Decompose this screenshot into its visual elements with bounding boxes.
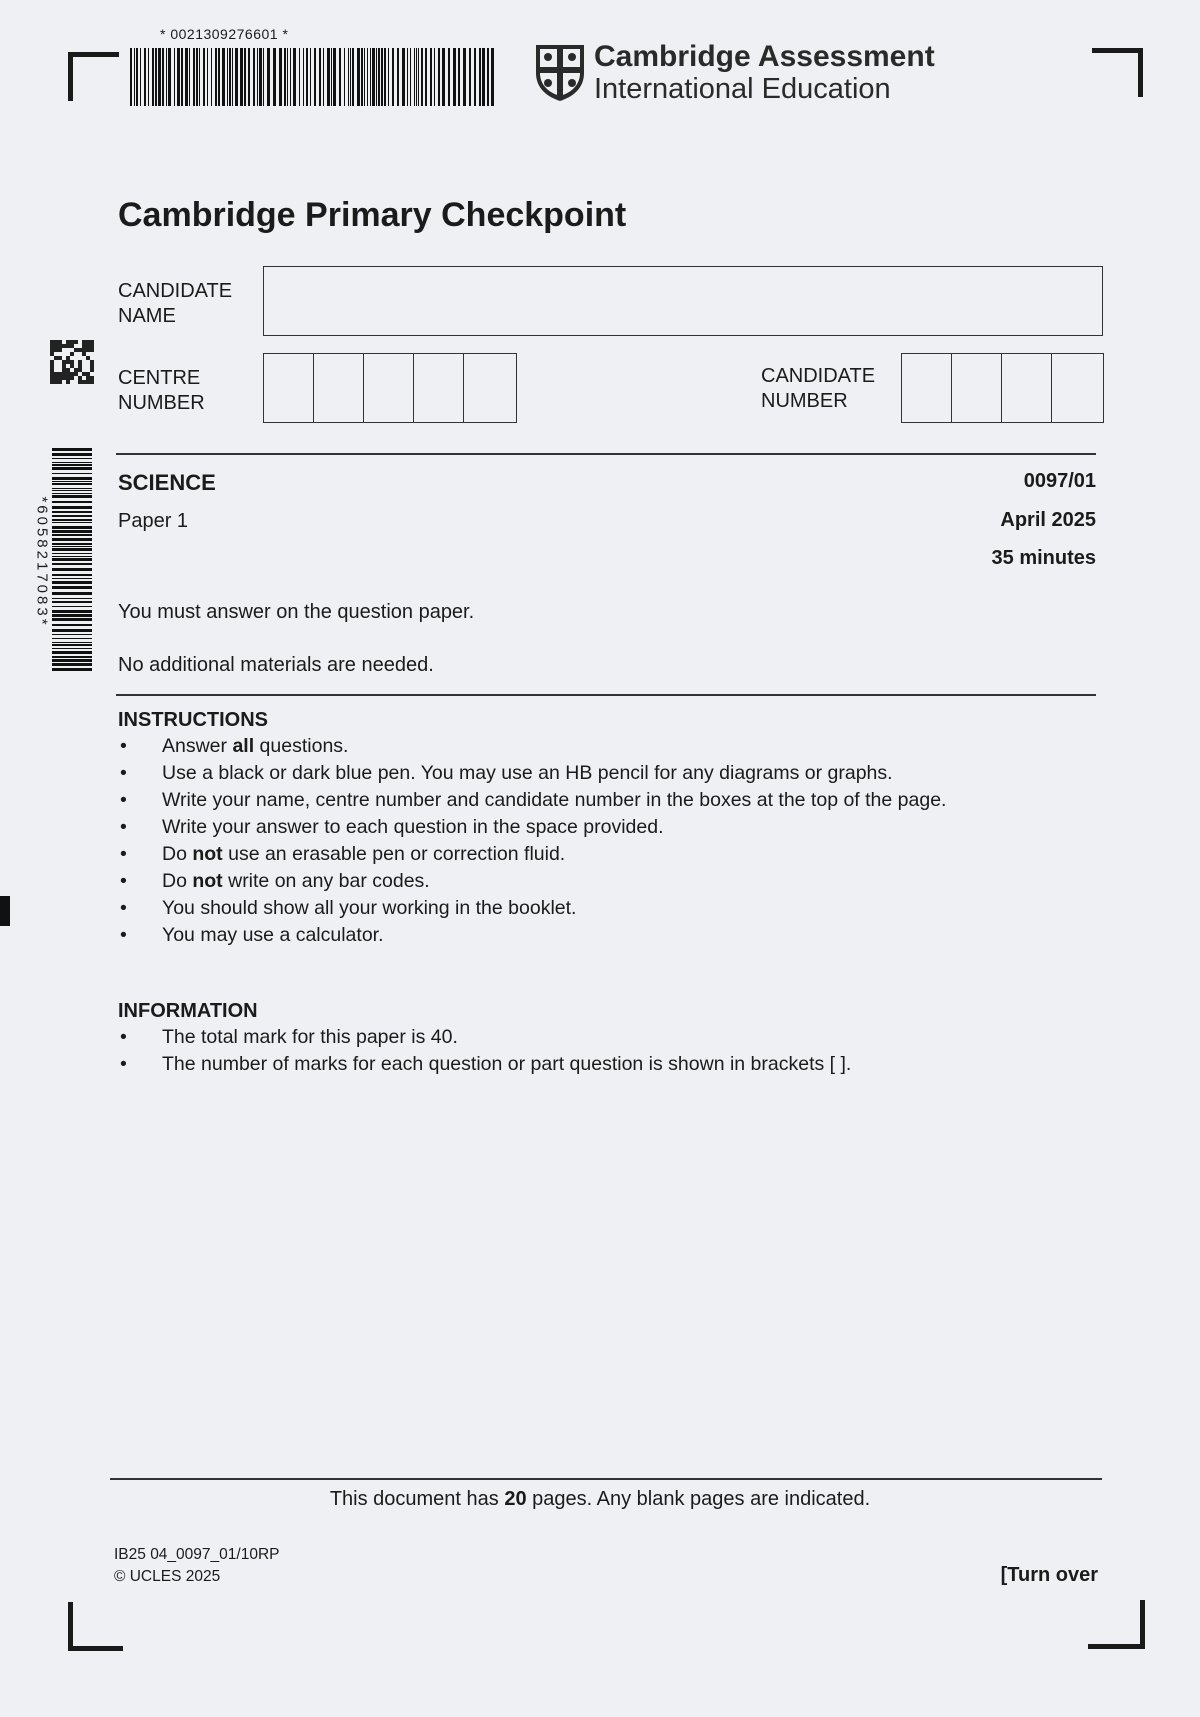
- exam-date: April 2025: [1000, 509, 1096, 531]
- instruction-item: • Use a black or dark blue pen. You may use an HB pencil for any diagrams or graphs.: [120, 762, 893, 784]
- side-barcode-number: *6058217083*: [33, 496, 51, 628]
- reference-code: IB25 04_0097_01/10RP: [114, 1546, 280, 1563]
- digit-box[interactable]: [314, 354, 364, 422]
- qr-code-icon: [50, 340, 94, 384]
- subject: SCIENCE: [118, 470, 216, 495]
- divider: [110, 1478, 1102, 1480]
- instruction-item: • Answer all questions.: [120, 735, 349, 757]
- edge-marker: [0, 896, 10, 926]
- note-answer-on-paper: You must answer on the question paper.: [118, 601, 475, 623]
- instruction-item: • Write your answer to each question in the space provided.: [120, 816, 664, 838]
- side-barcode-icon: [52, 448, 92, 676]
- information-heading: INFORMATION: [118, 1000, 258, 1022]
- cambridge-shield-icon: [534, 43, 586, 103]
- instruction-item: • Do not use an erasable pen or correction fluid.: [120, 843, 566, 865]
- crop-mark-top-right: [1092, 48, 1143, 97]
- digit-box[interactable]: [364, 354, 414, 422]
- digit-box[interactable]: [414, 354, 464, 422]
- digit-box[interactable]: [1002, 354, 1052, 422]
- information-item: • The total mark for this paper is 40.: [120, 1026, 458, 1048]
- crop-mark-top-left: [68, 52, 119, 101]
- information-list: [118, 1024, 851, 1078]
- digit-box[interactable]: [902, 354, 952, 422]
- logo: [534, 40, 935, 106]
- candidate-name-field[interactable]: [263, 266, 1103, 336]
- page-count-note: This document has 20 pages. Any blank pages are indicated.: [329, 1488, 871, 1510]
- logo-line-1: Cambridge Assessment: [594, 40, 935, 73]
- crop-mark-bottom-left: [68, 1602, 123, 1651]
- barcode-icon: [130, 48, 498, 106]
- digit-box[interactable]: [952, 354, 1002, 422]
- turn-over-label: [Turn over: [1000, 1564, 1098, 1586]
- centre-number-field[interactable]: [263, 353, 517, 423]
- digit-box[interactable]: [464, 354, 514, 422]
- instruction-item: • Do not write on any bar codes.: [120, 870, 430, 892]
- page-title: Cambridge Primary Checkpoint: [118, 196, 627, 234]
- barcode-number: * 0021309276601 *: [160, 26, 289, 42]
- paper-number: Paper 1: [118, 510, 189, 532]
- duration: 35 minutes: [991, 547, 1096, 569]
- instruction-item: • Write your name, centre number and candidate number in the boxes at the top of the page.: [120, 789, 947, 811]
- divider: [116, 453, 1096, 455]
- paper-code: 0097/01: [1023, 470, 1096, 492]
- candidate-number-field[interactable]: [901, 353, 1104, 423]
- copyright: © UCLES 2025: [114, 1568, 221, 1585]
- instruction-item: • You should show all your working in the booklet.: [120, 897, 577, 919]
- candidate-name-label: CANDIDATE NAME: [118, 280, 233, 327]
- centre-number-label: CENTRE NUMBER: [118, 367, 205, 414]
- digit-box[interactable]: [1052, 354, 1102, 422]
- digit-box[interactable]: [264, 354, 314, 422]
- instructions-list: [118, 733, 946, 949]
- crop-mark-bottom-right: [1088, 1600, 1145, 1649]
- divider: [116, 694, 1096, 696]
- note-materials: No additional materials are needed.: [118, 654, 434, 676]
- logo-line-2: International Education: [594, 73, 891, 105]
- information-item: • The number of marks for each question or part question is shown in brackets [ ].: [120, 1053, 852, 1075]
- instructions-heading: INSTRUCTIONS: [118, 709, 268, 731]
- instruction-item: • You may use a calculator.: [120, 924, 384, 946]
- candidate-number-label: CANDIDATE NUMBER: [761, 365, 876, 412]
